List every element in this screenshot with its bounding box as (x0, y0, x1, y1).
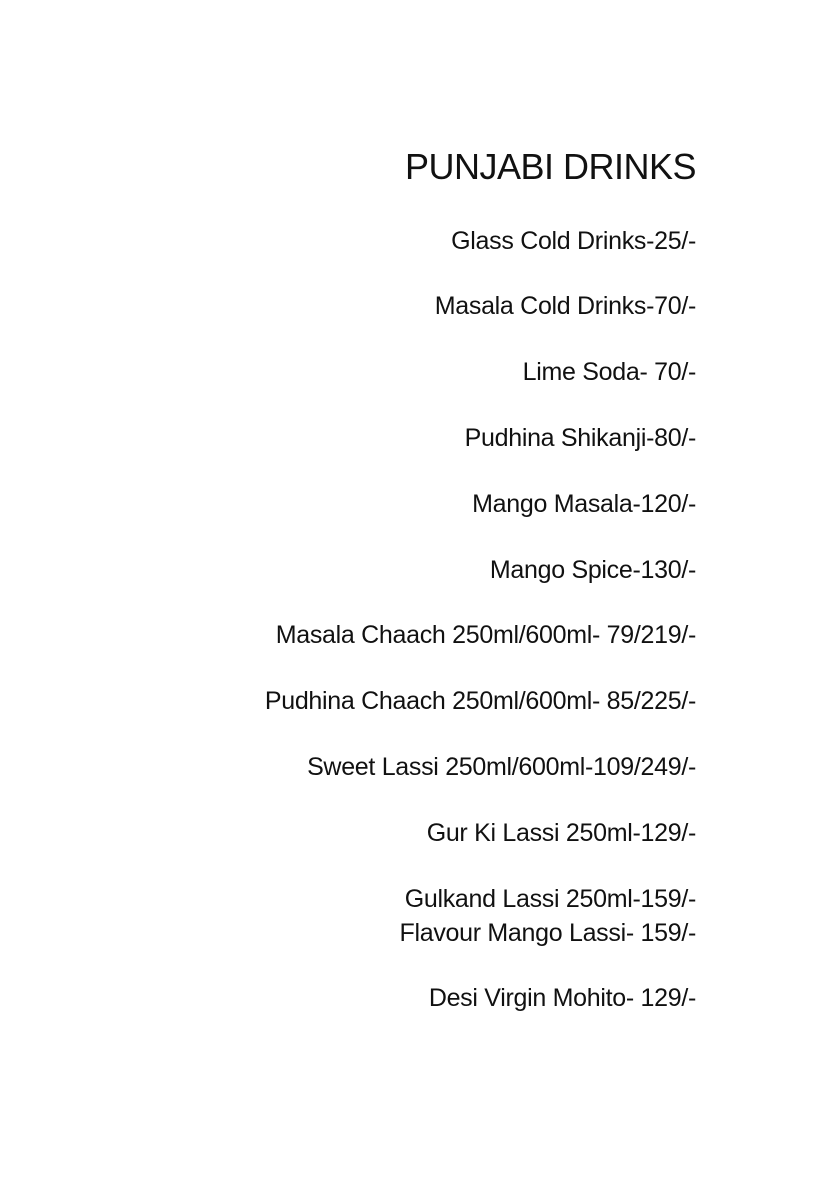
menu-item-gulkand-lassi: Gulkand Lassi 250ml-159/- (404, 885, 696, 913)
menu-item-glass-cold-drinks: Glass Cold Drinks-25/- (451, 227, 696, 255)
menu-item-masala-cold-drinks: Masala Cold Drinks-70/- (434, 292, 696, 320)
menu-item-sweet-lassi: Sweet Lassi 250ml/600ml-109/249/- (307, 753, 696, 781)
menu-item-masala-chaach: Masala Chaach 250ml/600ml- 79/219/- (275, 621, 696, 649)
menu-item-pudhina-shikanji: Pudhina Shikanji-80/- (464, 424, 696, 452)
menu-item-mango-spice: Mango Spice-130/- (489, 556, 696, 584)
menu-item-lime-soda: Lime Soda- 70/- (522, 358, 696, 386)
menu-item-gur-ki-lassi: Gur Ki Lassi 250ml-129/- (426, 819, 696, 847)
menu-item-flavour-mango-lassi: Flavour Mango Lassi- 159/- (399, 919, 696, 947)
menu-item-mango-masala: Mango Masala-120/- (472, 490, 696, 518)
menu-title: PUNJABI DRINKS (404, 146, 696, 187)
menu-item-desi-virgin-mohito: Desi Virgin Mohito- 129/- (428, 984, 696, 1012)
menu-item-pudhina-chaach: Pudhina Chaach 250ml/600ml- 85/225/- (264, 687, 696, 715)
